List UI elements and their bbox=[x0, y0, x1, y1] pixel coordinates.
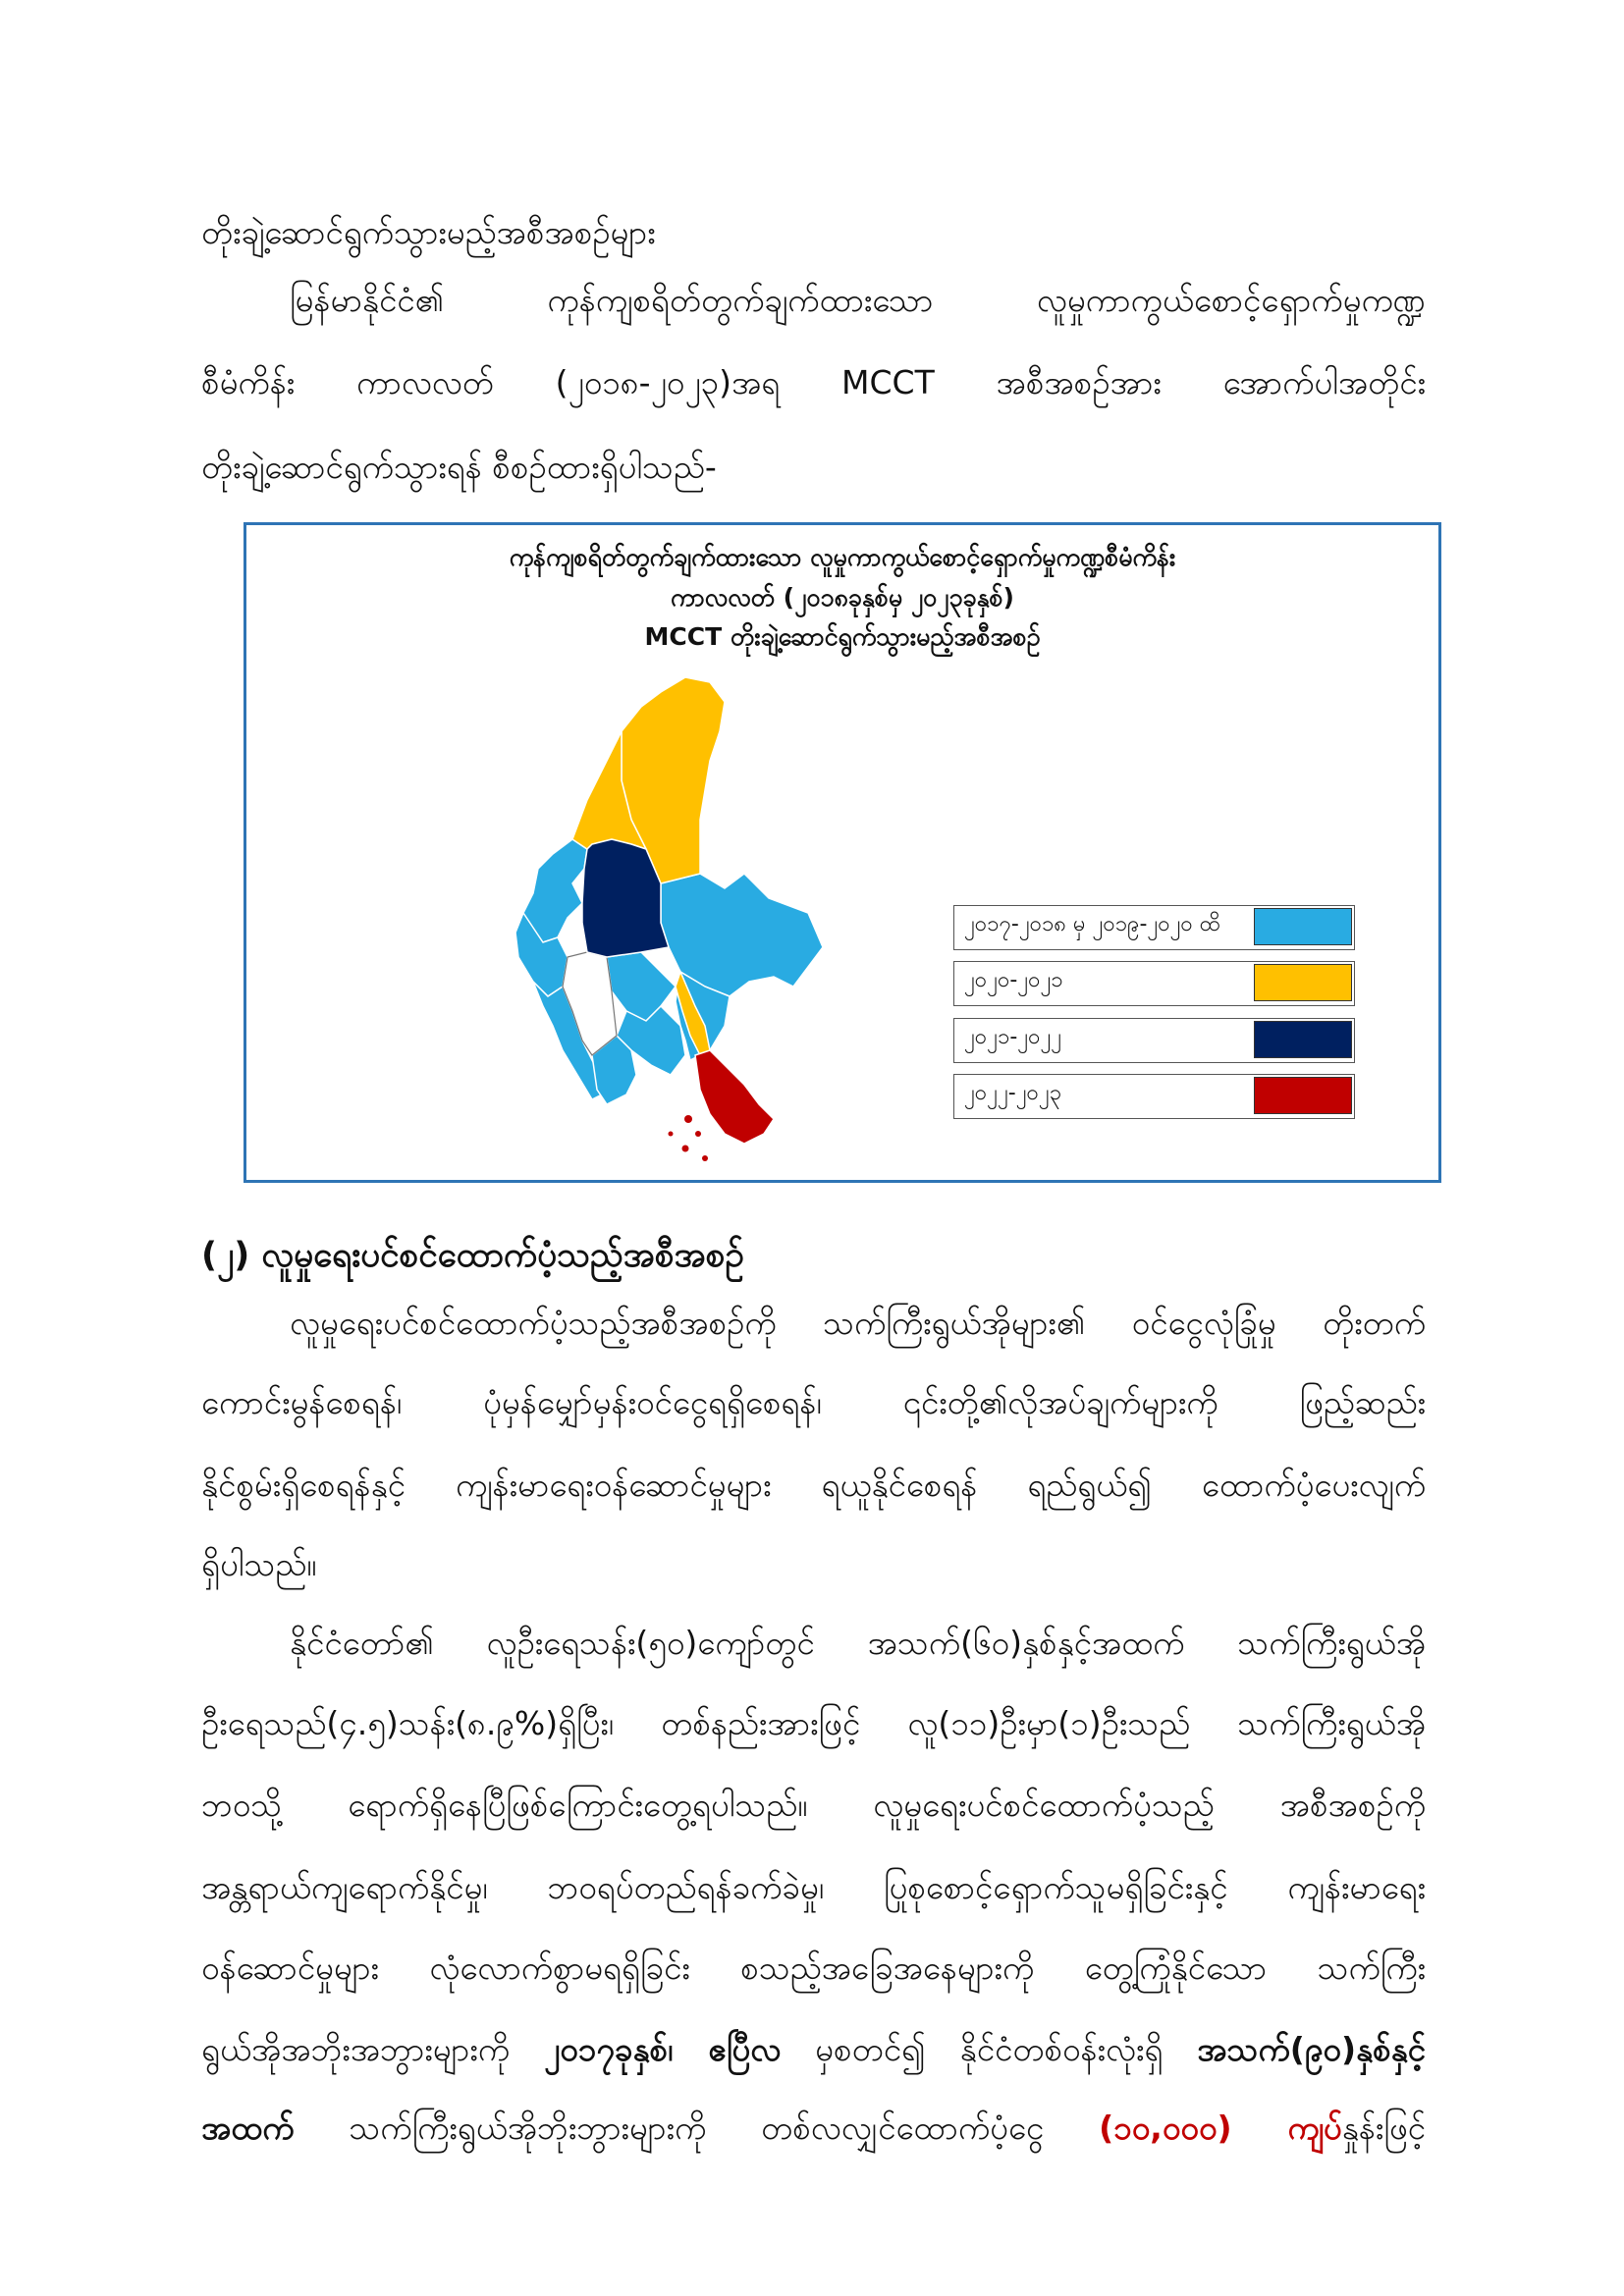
myanmar-map bbox=[514, 672, 828, 1173]
legend-label: ၂၀၂၀-၂၀၂၁ bbox=[964, 968, 1063, 992]
map-island bbox=[695, 1131, 701, 1137]
legend-item bbox=[953, 1018, 1355, 1063]
mcct-expansion-figure bbox=[244, 522, 1441, 1183]
paragraph-line: နိုင်စွမ်းရှိစေရန်နှင့် ကျန်းမာရေးဝန်ဆောင်မှုများ ရယူနိုင်စေရန် ရည်ရွယ်၍ ထောက်ပံ့ပေးလျက် bbox=[201, 1466, 1426, 1504]
figure-caption: MCCT တိုးချဲ့ဆောင်ရွက်သွားမည့်အစီအစဉ် bbox=[644, 622, 1041, 651]
figure-title: ကုန်ကျစရိတ်တွက်ချက်ထားသော လူမှုကာကွယ်စောင့်ရှောက်မှုကဏ္ဍစီမံကိန်း bbox=[509, 543, 1176, 571]
legend-label: ၂၀၂၁-၂၀၂၂ bbox=[964, 1025, 1062, 1049]
map-island bbox=[684, 1115, 692, 1123]
paragraph-line: ဘဝသို့ ရောက်ရှိနေပြီဖြစ်ကြောင်းတွေ့ရပါသည်။ လူမှုရေးပင်စင်ထောက်ပံ့သည့် အစီအစဉ်ကို bbox=[201, 1786, 1426, 1824]
map-island bbox=[669, 1132, 674, 1137]
legend-swatch bbox=[1254, 1021, 1352, 1058]
paragraph-line: တိုးချဲ့ဆောင်ရွက်သွားရန် စီစဉ်ထားရှိပါသည်- bbox=[201, 448, 717, 486]
legend-swatch bbox=[1254, 1077, 1352, 1114]
legend-item bbox=[953, 905, 1355, 950]
paragraph-line: ဝန်ဆောင်မှုများ လုံလောက်စွာမရရှိခြင်း စသည့်အခြေအနေများကို တွေ့ကြုံနိုင်သော သက်ကြီး bbox=[201, 1949, 1426, 1987]
paragraph-line: ကောင်းမွန်စေရန်၊ ပုံမှန်မျှော်မှန်းဝင်ငွေရရှိစေရန်၊ ၎င်းတို့၏လိုအပ်ချက်များကို ဖြည့်ဆည်း bbox=[201, 1383, 1426, 1421]
paragraph-line: အန္တရာယ်ကျရောက်နိုင်မှု၊ ဘဝရပ်တည်ရန်ခက်ခဲမှု၊ ပြုစုစောင့်ရှောက်သူမရှိခြင်းနှင့် ကျန်းမာရေး bbox=[201, 1868, 1426, 1906]
paragraph-line: ဦးရေသည်(၄.၅)သန်း(၈.၉%)ရှိပြီး၊ တစ်နည်းအားဖြင့် လူ(၁၁)ဦးမှာ(၁)ဦးသည် သက်ကြီးရွယ်အို bbox=[201, 1704, 1426, 1742]
paragraph-line: စီမံကိန်း ကာလလတ် (၂၀၁၈-၂၀၂၃)အရ MCCT အစီအစဉ်အား အောက်ပါအတိုင်း bbox=[201, 363, 1426, 401]
map-region-tanintharyi bbox=[695, 1050, 774, 1144]
legend-label: ၂၀၂၂-၂၀၂၃ bbox=[964, 1081, 1062, 1105]
legend-swatch bbox=[1254, 908, 1352, 945]
map-island bbox=[702, 1155, 708, 1161]
section-heading: တိုးချဲ့ဆောင်ရွက်သွားမည့်အစီအစဉ်များ bbox=[201, 213, 656, 251]
paragraph-line: ရွယ်အိုအဘိုးအဘွားများကို ၂၀၁၇ခုနှစ်၊ ဧပြီလ မှစတင်၍ နိုင်ငံတစ်ဝန်းလုံးရှိ အသက်(၉၀)နှစ်နှင့် bbox=[201, 2030, 1426, 2068]
paragraph-line: ရှိပါသည်။ bbox=[201, 1545, 317, 1583]
paragraph-line: အထက် သက်ကြီးရွယ်အိုဘိုးဘွားများကို တစ်လလျှင်ထောက်ပံ့ငွေ (၁၀,၀၀၀) ကျပ်နှုန်းဖြင့် bbox=[201, 2109, 1426, 2147]
paragraph-line: လူမှုရေးပင်စင်ထောက်ပံ့သည့်အစီအစဉ်ကို သက်ကြီးရွယ်အိုများ၏ ဝင်ငွေလုံခြုံမှု တိုးတက် bbox=[290, 1304, 1426, 1342]
paragraph-line: နိုင်ငံတော်၏ လူဦးရေသန်း(၅၀)ကျော်တွင် အသက်(၆၀)နှစ်နှင့်အထက် သက်ကြီးရွယ်အို bbox=[290, 1624, 1426, 1662]
legend-label: ၂၀၁၇-၂၀၁၈ မှ ၂၀၁၉-၂၀၂၀ ထိ bbox=[964, 912, 1221, 936]
legend-item bbox=[953, 961, 1355, 1006]
legend-swatch bbox=[1254, 964, 1352, 1001]
section-heading: (၂) လူမှုရေးပင်စင်ထောက်ပံ့သည့်အစီအစဉ် bbox=[201, 1236, 744, 1275]
legend-item bbox=[953, 1074, 1355, 1119]
paragraph-line: မြန်မာနိုင်ငံ၏ ကုန်ကျစရိတ်တွက်ချက်ထားသော လူမှုကာကွယ်စောင့်ရှောက်မှုကဏ္ဍ bbox=[290, 281, 1426, 319]
map-island bbox=[682, 1146, 689, 1152]
figure-subtitle: ကာလလတ် (၂၀၁၈ခုနှစ်မှ ၂၀၂၃ခုနှစ်) bbox=[671, 583, 1014, 612]
